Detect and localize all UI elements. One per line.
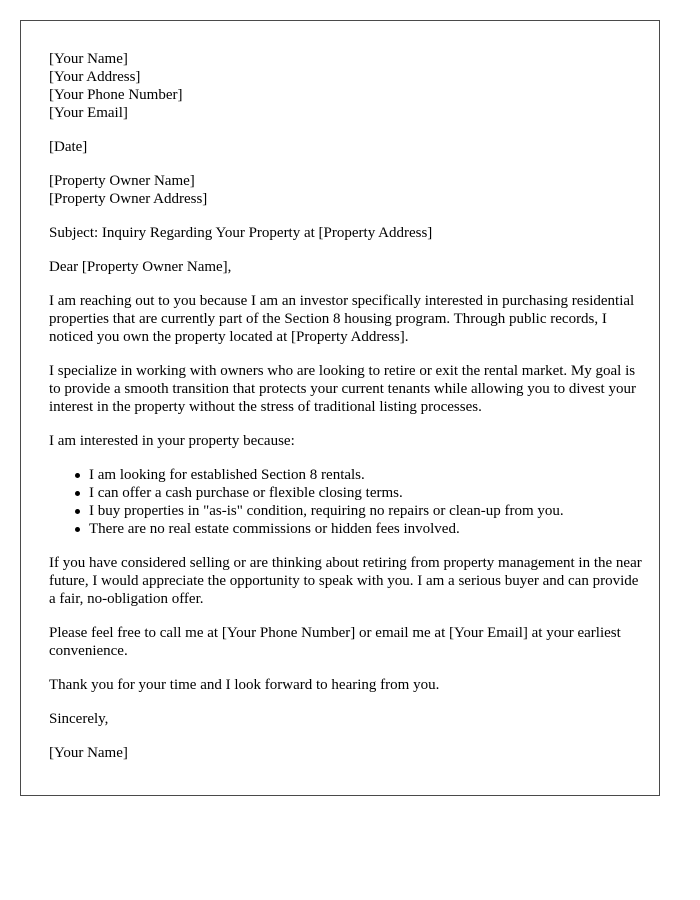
interest-paragraph: I am interested in your property because:	[49, 433, 295, 449]
list-item: I buy properties in "as-is" condition, requiring no repairs or clean-up from you.	[89, 502, 643, 520]
salutation: Dear [Property Owner Name],	[49, 259, 232, 275]
thanks-paragraph: Thank you for your time and I look forward to hearing from you.	[49, 677, 440, 693]
letter-body	[49, 50, 643, 778]
list-item: There are no real estate commissions or hidden fees involved.	[89, 520, 643, 538]
sender-block	[49, 50, 643, 122]
list-item: I am looking for established Section 8 rentals.	[89, 466, 643, 484]
sender-email: [Your Email]	[49, 105, 128, 121]
sender-name: [Your Name]	[49, 51, 128, 67]
intro-paragraph: I am reaching out to you because I am an investor specifically interested in purchasing residential properties that are currently part of the Section 8 housing program. Through public records, I noticed you own the property located at [Property Address].	[49, 293, 635, 345]
signature: [Your Name]	[49, 745, 128, 761]
contact-paragraph: Please feel free to call me at [Your Phone Number] or email me at [Your Email] at your earliest convenience.	[49, 625, 621, 659]
date-line: [Date]	[49, 139, 88, 155]
subject-line: Subject: Inquiry Regarding Your Property at [Property Address]	[49, 225, 433, 241]
recipient-name: [Property Owner Name]	[49, 173, 195, 189]
closing: Sincerely,	[49, 711, 109, 727]
specialize-paragraph: I specialize in working with owners who are looking to retire or exit the rental market. My goal is to provide a smooth transition that protects your current tenants while allowing you to divest your interest in the property without the stress of traditional listing processes.	[49, 363, 636, 415]
reasons-list	[49, 466, 643, 538]
sender-phone: [Your Phone Number]	[49, 87, 183, 103]
recipient-address: [Property Owner Address]	[49, 191, 208, 207]
letter-page	[20, 20, 660, 796]
list-item: I can offer a cash purchase or flexible closing terms.	[89, 484, 643, 502]
recipient-block	[49, 172, 643, 208]
considered-paragraph: If you have considered selling or are thinking about retiring from property management in the near future, I would appreciate the opportunity to speak with you. I am a serious buyer and can provide a fair, no-obligation offer.	[49, 555, 642, 607]
sender-address: [Your Address]	[49, 69, 141, 85]
